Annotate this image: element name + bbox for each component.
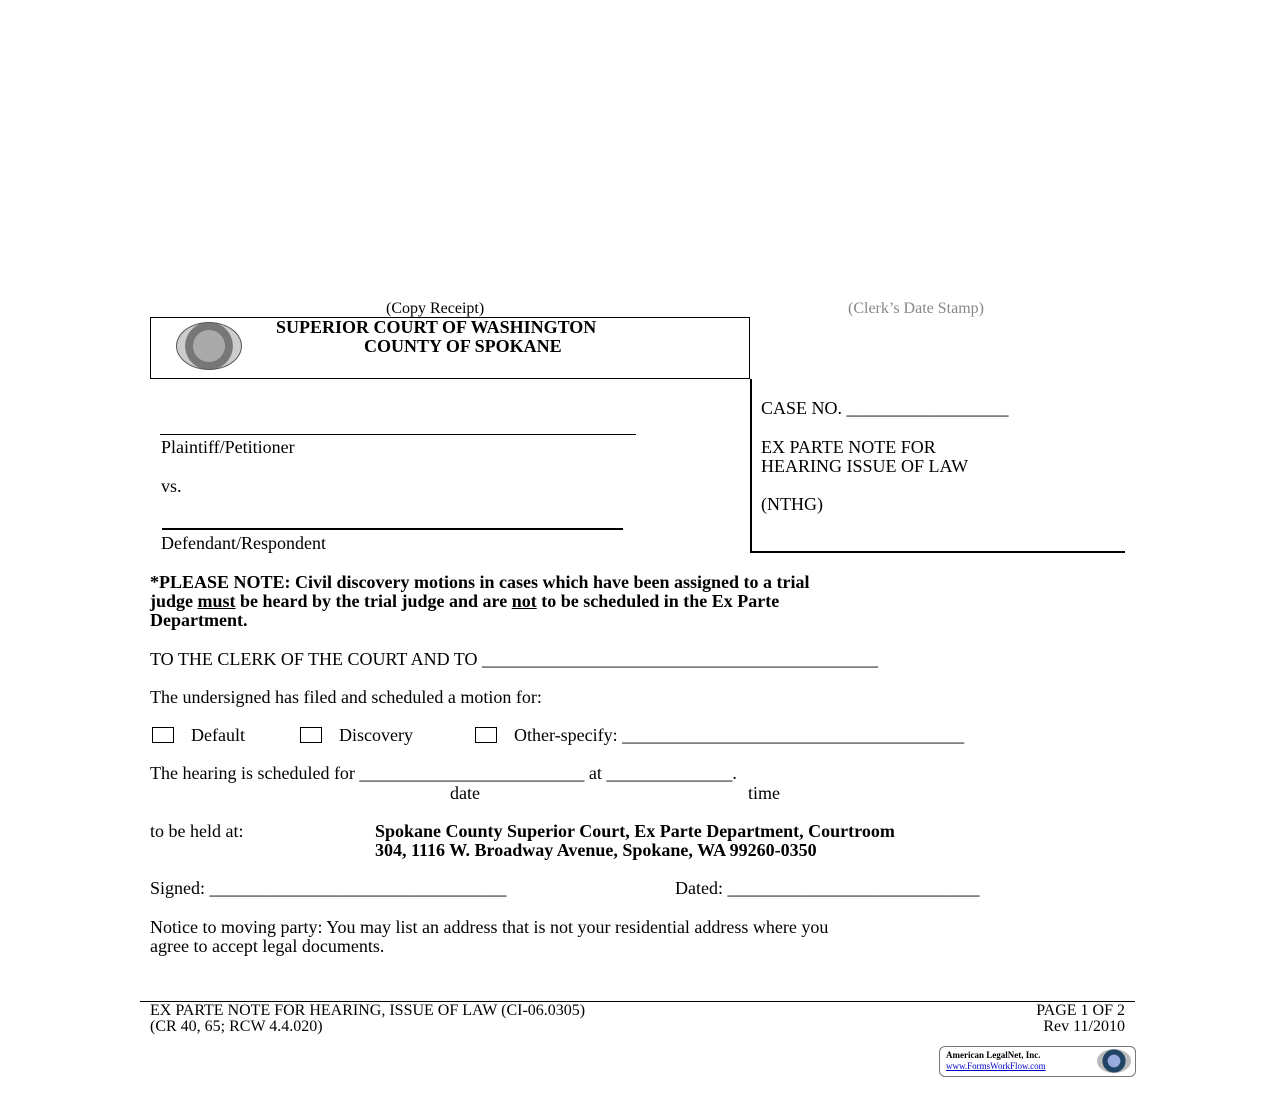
defendant-line bbox=[162, 528, 623, 530]
time-caption: time bbox=[748, 783, 780, 803]
globe-icon bbox=[1097, 1049, 1131, 1073]
defendant-label: Defendant/Respondent bbox=[161, 533, 326, 553]
vs-label: vs. bbox=[161, 476, 182, 496]
american-legalnet-logo[interactable] bbox=[939, 1046, 1136, 1077]
page-number: PAGE 1 OF 2 bbox=[1036, 1002, 1125, 1019]
clerk-stamp-label: (Clerk’s Date Stamp) bbox=[848, 300, 984, 317]
logo-company: American LegalNet, Inc. bbox=[946, 1050, 1041, 1060]
filed-statement: The undersigned has filed and scheduled a motion for: bbox=[150, 687, 542, 707]
signed-field[interactable]: Signed: _________________________________ bbox=[150, 878, 507, 898]
notice-line1: Notice to moving party: You may list an address that is not your residential address where you bbox=[150, 917, 829, 937]
to-clerk-line[interactable]: TO THE CLERK OF THE COURT AND TO ____________________________________________ bbox=[150, 649, 878, 669]
plaintiff-line bbox=[160, 434, 636, 435]
default-checkbox[interactable] bbox=[152, 727, 174, 743]
discovery-label: Discovery bbox=[339, 725, 413, 745]
court-seal-icon bbox=[176, 322, 242, 370]
other-checkbox[interactable] bbox=[475, 727, 497, 743]
dated-field[interactable]: Dated: ____________________________ bbox=[675, 878, 980, 898]
notice-line2: agree to accept legal documents. bbox=[150, 936, 385, 956]
please-note-line3: Department. bbox=[150, 610, 248, 630]
case-number-field[interactable]: CASE NO. __________________ bbox=[761, 398, 1009, 418]
court-name: SUPERIOR COURT OF WASHINGTON bbox=[276, 317, 597, 337]
footer-citation: (CR 40, 65; RCW 4.4.020) bbox=[150, 1018, 323, 1035]
form-title-2: HEARING ISSUE OF LAW bbox=[761, 456, 969, 476]
form-code: (NTHG) bbox=[761, 494, 823, 514]
default-label: Default bbox=[191, 725, 245, 745]
please-note-line1: *PLEASE NOTE: Civil discovery motions in cases which have been assigned to a trial bbox=[150, 572, 810, 592]
caption-divider bbox=[750, 379, 752, 552]
plaintiff-label: Plaintiff/Petitioner bbox=[161, 437, 295, 457]
hearing-schedule-line[interactable]: The hearing is scheduled for _________________________ at ______________. bbox=[150, 763, 737, 783]
copy-receipt-label: (Copy Receipt) bbox=[386, 300, 485, 317]
date-caption: date bbox=[450, 783, 480, 803]
discovery-checkbox[interactable] bbox=[300, 727, 322, 743]
county-name: COUNTY OF SPOKANE bbox=[364, 336, 562, 356]
logo-url-link[interactable]: www.FormsWorkFlow.com bbox=[946, 1061, 1046, 1071]
form-title-1: EX PARTE NOTE FOR bbox=[761, 437, 936, 457]
other-specify-field[interactable]: Other-specify: ______________________________________ bbox=[514, 725, 965, 745]
location-line2: 304, 1116 W. Broadway Avenue, Spokane, WA 99260-0350 bbox=[375, 840, 817, 860]
please-note-line2: judge must be heard by the trial judge and are not to be scheduled in the Ex Parte bbox=[150, 591, 780, 611]
caption-bottom-line bbox=[750, 551, 1125, 553]
footer-form-title: EX PARTE NOTE FOR HEARING, ISSUE OF LAW (CI-06.0305) bbox=[150, 1002, 586, 1019]
held-at-label: to be held at: bbox=[150, 821, 244, 841]
location-line1: Spokane County Superior Court, Ex Parte Department, Courtroom bbox=[375, 821, 895, 841]
revision-date: Rev 11/2010 bbox=[1043, 1018, 1125, 1035]
